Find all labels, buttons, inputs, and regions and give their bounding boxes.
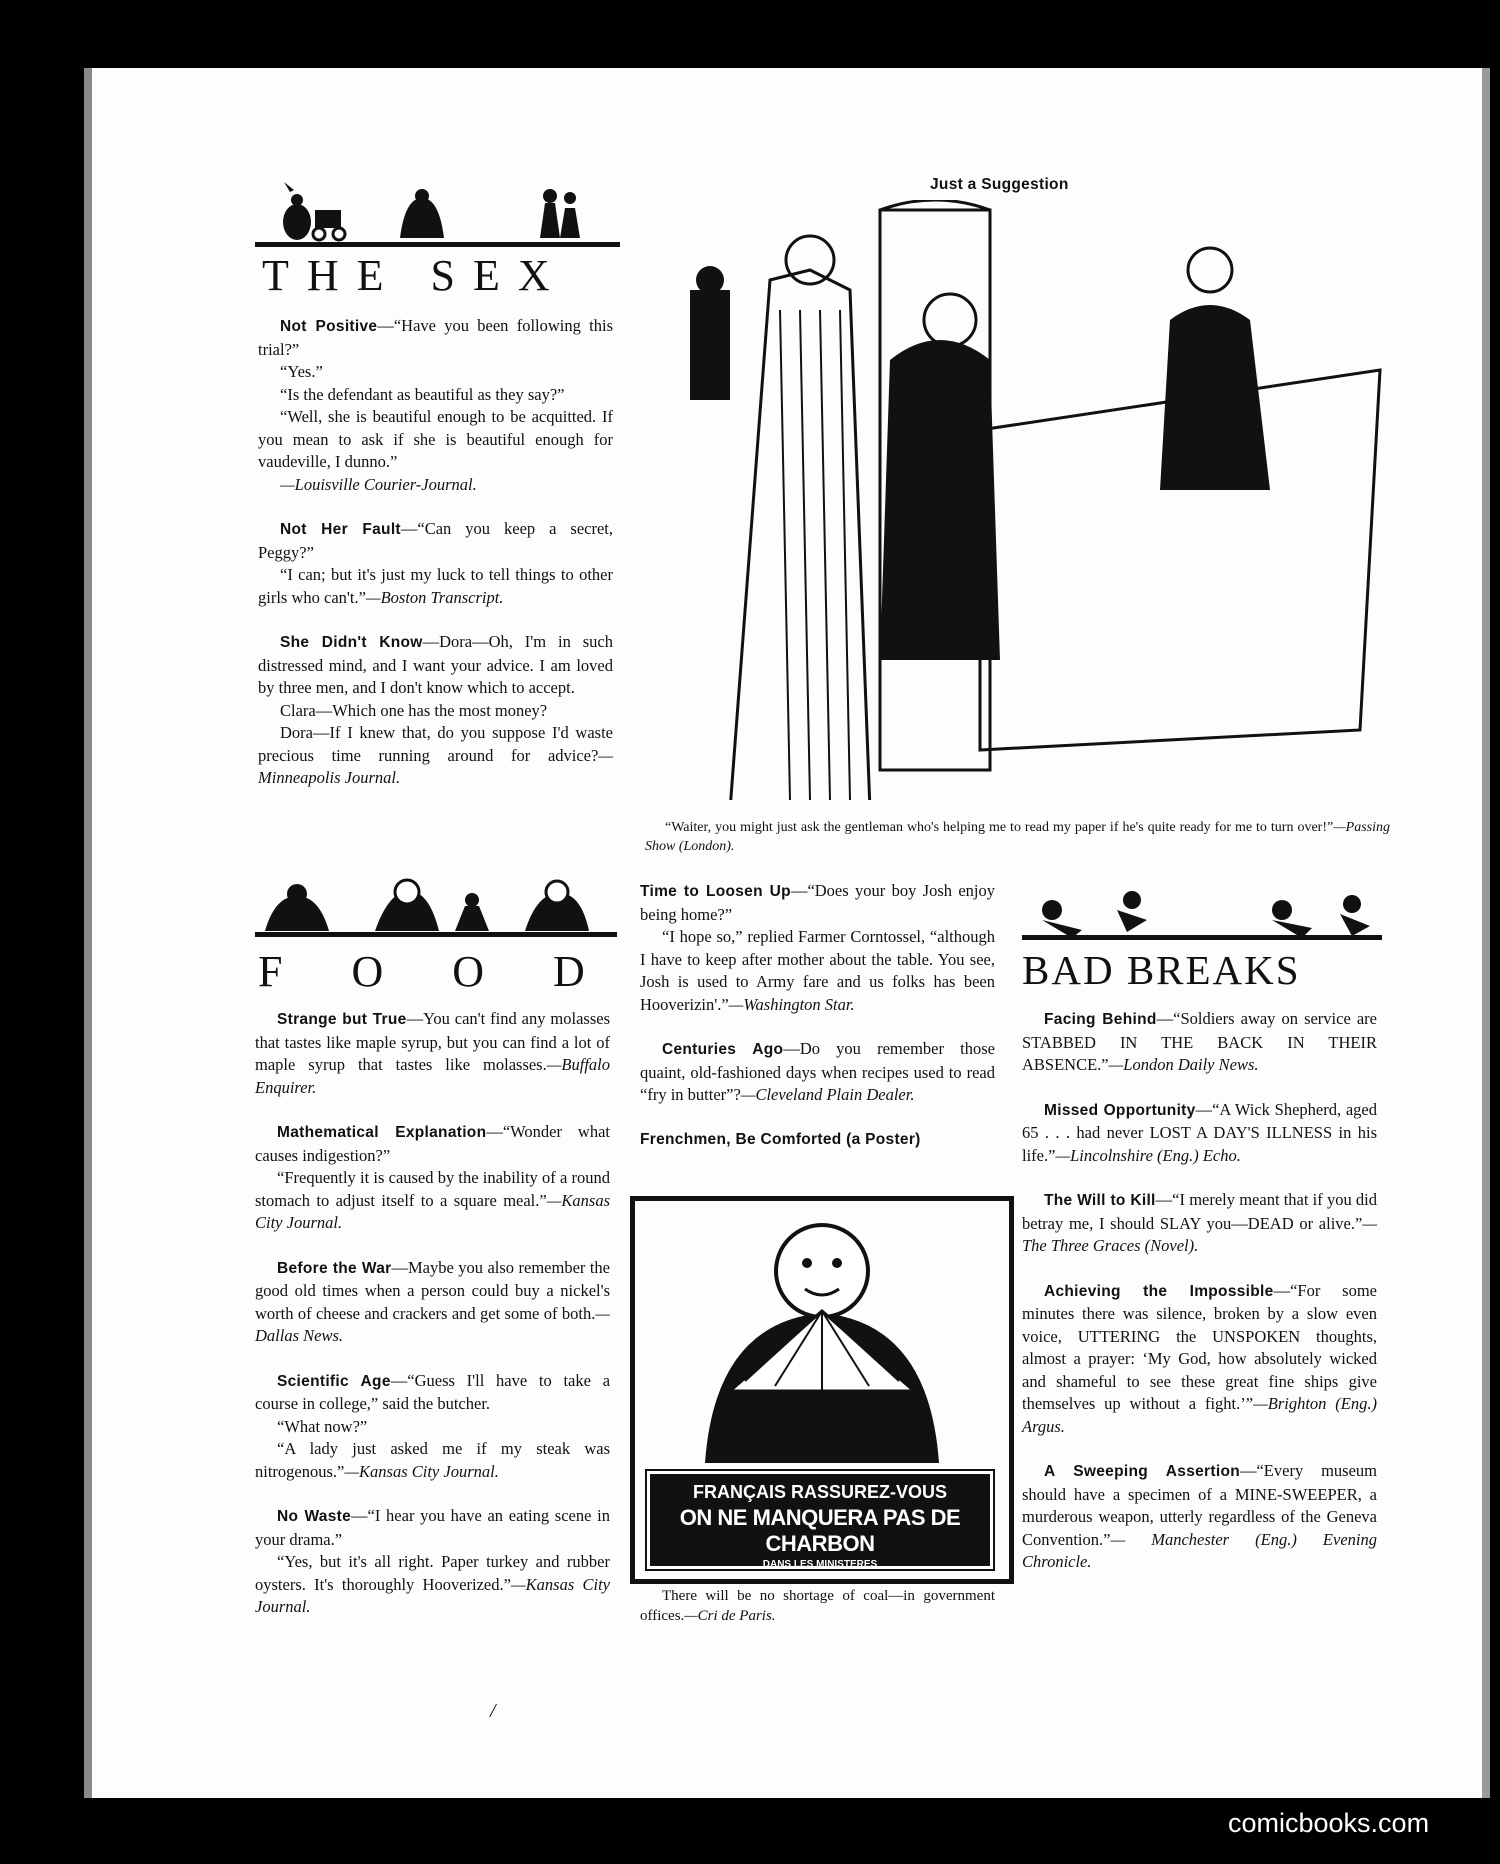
joke-heading: Scientific Age [277, 1372, 391, 1390]
joke-heading: Mathematical Explanation [277, 1124, 487, 1141]
joke-source: —The Three Graces (Novel). [1022, 1213, 1377, 1255]
joke-body: —“Soldiers away on service are STABBED IN THE BACK IN THEIR ABSENCE.” [1022, 1009, 1377, 1074]
joke-source: —Lincolnshire (Eng.) Echo. [1055, 1145, 1241, 1165]
joke-source: —Cleveland Plain Dealer. [740, 1085, 915, 1104]
joke-mathematical-explanation [255, 1121, 610, 1235]
joke-body: —Maybe you also remember the good old times when a person could buy a nickel's worth of cheese and crackers and get some of both. [255, 1257, 610, 1323]
joke-heading: Time to Loosen Up [640, 883, 791, 900]
joke-source: —Minneapolis Journal. [258, 745, 613, 787]
joke-source: —Kansas City Journal. [255, 1190, 610, 1232]
middle-column [640, 880, 995, 1151]
joke-heading: The Will to Kill [1044, 1192, 1156, 1209]
joke-source: —Washington Star. [728, 994, 855, 1014]
poster-line-1: FRANÇAIS RASSUREZ-VOUS [692, 1482, 947, 1502]
poster-heading: Frenchmen, Be Comforted (a Poster) [640, 1130, 921, 1148]
joke-line: “A lady just asked me if my steak was nitrogenous.” [255, 1439, 610, 1481]
joke-line: “I hope so,” replied Farmer Corntossel, “although I have to keep after mother about the table. You see, Josh is used to Army fare and us folks has been Hooverizin'.” [640, 927, 995, 1014]
cartoon-source: —Passing Show (London). [645, 820, 1390, 854]
joke-source: —Boston Transcript. [365, 587, 504, 607]
joke-source: —Kansas City Journal. [255, 1574, 610, 1616]
restaurant-cartoon-illustration [650, 200, 1390, 800]
joke-not-her-fault [258, 518, 613, 609]
joke-line: “Frequently it is caused by the inability of a round stomach to adjust itself to a square meal.” [255, 1168, 610, 1210]
joke-line: “What now?” [277, 1416, 368, 1436]
joke-source: — Manchester (Eng.) Evening Chronicle. [1022, 1529, 1377, 1571]
joke-line: “Yes.” [280, 362, 323, 381]
joke-facing-behind [1022, 1008, 1377, 1077]
poster-caption: There will be no shortage of coal—in government offices. [640, 1588, 995, 1624]
joke-body: —“Have you been following this trial?” [258, 316, 613, 359]
joke-heading: Facing Behind [1044, 1011, 1157, 1028]
joke-source: —Louisville Courier-Journal. [280, 474, 477, 494]
joke-body: —“For some minutes there was silence, broken by a slow even voice, UTTERING the UNSPOKEN thoughts, almost a prayer: ‘My God, how absolutely wicked and shameful to see these great fine ships give themselves up without a fight.’” [1022, 1280, 1377, 1413]
joke-body: —“I merely meant that if you did betray me, I should SLAY you—DEAD or alive.” [1022, 1190, 1377, 1233]
joke-line: “Is the defendant as beautiful as they say?” [280, 384, 565, 404]
page-edge [1482, 68, 1490, 1798]
poster-caption-block [640, 1586, 995, 1626]
joke-line: Dora—If I knew that, do you suppose I'd waste precious time running around for advice? [258, 723, 613, 765]
joke-heading: Missed Opportunity [1044, 1101, 1196, 1119]
poster-line-3: DANS LES MINISTERES [762, 1559, 878, 1570]
poster-banner [647, 1471, 993, 1569]
sex-banner-art [255, 178, 620, 248]
binding-spine [84, 68, 92, 1798]
bad-breaks-section-title: BAD BREAKS [1022, 947, 1301, 993]
joke-scientific-age [255, 1370, 610, 1484]
sex-section-title: THE SEX [262, 251, 568, 300]
joke-source: —Dallas News. [255, 1303, 610, 1345]
joke-heading: A Sweeping Assertion [1044, 1463, 1240, 1480]
joke-body: —“Wonder what causes indigestion?” [255, 1122, 610, 1165]
joke-heading: Achieving the Impossible [1044, 1282, 1274, 1300]
joke-heading: Strange but True [277, 1011, 407, 1028]
poster-frame [630, 1196, 1014, 1584]
joke-she-didnt-know [258, 631, 613, 790]
bad-breaks-column [1022, 1008, 1377, 1596]
joke-source: —Buffalo Enquirer. [255, 1055, 610, 1097]
joke-before-the-war [255, 1257, 610, 1348]
joke-body: —“Can you keep a secret, Peggy?” [258, 519, 613, 562]
joke-body: —Dora—Oh, I'm in such distressed mind, and I want your advice. I am loved by three men, and I don't know which to accept. [258, 632, 613, 697]
joke-body: —“Does your boy Josh enjoy being home?” [640, 881, 995, 924]
site-credit[interactable]: comicbooks.com [1228, 1808, 1430, 1838]
bad-breaks-banner-art [1022, 880, 1382, 940]
cartoon-title: Just a Suggestion [930, 176, 1069, 193]
joke-line: Clara—Which one has the most money? [280, 700, 548, 720]
joke-body: —You can't find any molasses that tastes like maple syrup, but you can find a lot of maple syrup that tastes like molasses. [255, 1009, 611, 1074]
sex-column [258, 315, 613, 812]
joke-no-waste [255, 1505, 610, 1619]
man-with-cards-illustration [635, 1201, 1009, 1463]
joke-the-will-to-kill [1022, 1189, 1377, 1258]
joke-line: “I can; but it's just my luck to tell things to other girls who can't.” [258, 565, 613, 607]
joke-line: “Yes, but it's all right. Paper turkey and rubber oysters. It's thoroughly Hooverized.” [255, 1552, 610, 1594]
joke-missed-opportunity [1022, 1099, 1377, 1168]
joke-source: —Brighton (Eng.) Argus. [1022, 1394, 1377, 1436]
page-number: / [490, 1700, 496, 1722]
joke-body: —“A Wick Shepherd, aged 65 . . . had never LOST A DAY'S ILLNESS in his life.” [1022, 1099, 1377, 1165]
joke-a-sweeping-assertion [1022, 1460, 1377, 1574]
joke-heading: Not Her Fault [280, 521, 401, 538]
joke-source: —Kansas City Journal. [344, 1461, 499, 1481]
joke-body: —“Guess I'll have to take a course in college,” said the butcher. [255, 1370, 611, 1413]
joke-body: —Do you remember those quaint, old-fashioned days when recipes used to read “fry in butter”? [640, 1039, 995, 1104]
cartoon-caption-block [645, 818, 1390, 856]
poster-line-2: ON NE MANQUERA PAS DE CHARBON [679, 1505, 961, 1556]
joke-source: —London Daily News. [1108, 1055, 1259, 1074]
food-column [255, 1008, 610, 1641]
poster-source: —Cri de Paris. [684, 1608, 776, 1624]
joke-heading: Centuries Ago [662, 1041, 784, 1058]
food-banner-art [255, 876, 617, 938]
joke-achieving-the-impossible [1022, 1280, 1377, 1439]
joke-strange-but-true [255, 1008, 610, 1099]
joke-centuries-ago [640, 1038, 995, 1107]
joke-line: “Well, she is beautiful enough to be acquitted. If you mean to ask if she is beautiful enough for vaudeville, I dunno.” [258, 407, 613, 471]
cartoon-caption: “Waiter, you might just ask the gentleman who's helping me to read my paper if he's quite ready for me to turn over!” [665, 820, 1334, 835]
joke-body: —“Every museum should have a specimen of a MINE-SWEEPER, a murderous weapon, utterly regardless of the Geneva Convention.” [1022, 1461, 1377, 1549]
joke-heading: No Waste [277, 1508, 352, 1525]
joke-heading: Not Positive [280, 318, 378, 335]
joke-not-positive [258, 315, 613, 496]
joke-heading: She Didn't Know [280, 634, 423, 651]
joke-heading: Before the War [277, 1259, 392, 1277]
joke-time-to-loosen-up [640, 880, 995, 1016]
joke-body: —“I hear you have an eating scene in your drama.” [255, 1506, 610, 1549]
food-section-title: F O O D [258, 947, 595, 996]
